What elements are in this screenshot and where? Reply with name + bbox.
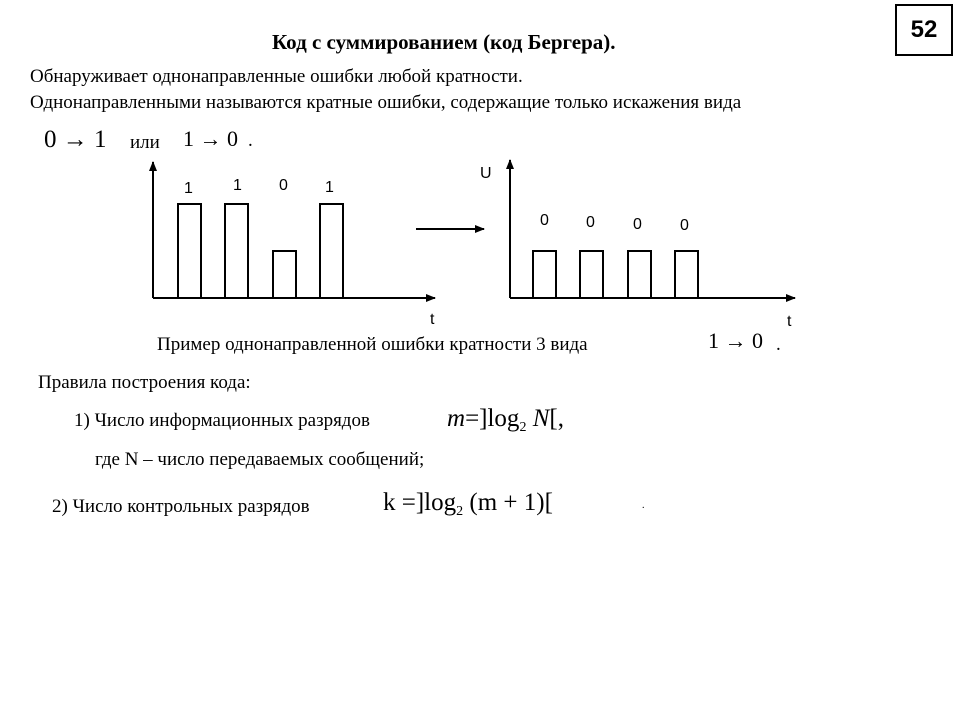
rule-1-var: m — [447, 405, 466, 432]
right-t-label: t — [787, 313, 792, 330]
right-pulse-3 — [628, 251, 651, 298]
rule-1-label: 1) Число информационных разрядов — [74, 410, 370, 431]
diagram-caption: Пример однонаправленной ошибки кратности 3 вида — [157, 334, 588, 355]
rule-1-eq: =]log — [465, 405, 520, 432]
rule-2-arg: (m + 1) — [469, 489, 545, 516]
or-word: или — [130, 132, 160, 153]
right-bit-1: 0 — [540, 212, 549, 229]
slide-title: Код с суммированием (код Бергера). — [272, 30, 616, 54]
left-pulse-4 — [320, 204, 343, 298]
rule-1-sub: 2 — [519, 420, 527, 435]
rule-2-label: 2) Число контрольных разрядов — [52, 496, 310, 517]
left-t-label: t — [430, 311, 435, 328]
right-bit-3: 0 — [633, 216, 642, 233]
right-u-label: U — [480, 165, 492, 182]
left-pulse-1 — [178, 204, 201, 298]
rule-1-arg: N — [532, 405, 550, 432]
rule-1-note: где N – число передаваемых сообщений; — [95, 449, 425, 470]
left-bit-2: 1 — [233, 177, 242, 194]
right-bit-2: 0 — [586, 214, 595, 231]
left-pulse-2 — [225, 204, 248, 298]
trailing-dot: . — [642, 500, 645, 511]
rule-2-eq: =]log — [401, 489, 457, 516]
rules-heading: Правила построения кода: — [38, 372, 251, 393]
left-bit-1: 1 — [184, 180, 193, 197]
caption-period: . — [776, 334, 781, 355]
transition-zero-to-one: 0 → 1 — [44, 126, 107, 153]
right-pulse-4 — [675, 251, 698, 298]
transition-one-to-zero: 1 → 0 — [183, 126, 238, 151]
rule-2-sub: 2 — [456, 504, 464, 519]
transition-period: . — [248, 130, 253, 151]
rule-1-formula — [447, 405, 564, 436]
right-bit-4: 0 — [680, 217, 689, 234]
left-bit-4: 1 — [325, 179, 334, 196]
rule-2-formula — [383, 489, 553, 520]
right-pulse-2 — [580, 251, 603, 298]
intro-line-1: Обнаруживает однонаправленные ошибки любой кратности. — [30, 66, 523, 87]
right-pulse-1 — [533, 251, 556, 298]
left-bit-3: 0 — [279, 177, 288, 194]
intro-line-2: Однонаправленными называются кратные ошибки, содержащие только искажения вида — [30, 92, 742, 113]
rule-1-close: [, — [549, 405, 564, 432]
rule-2-close: [ — [544, 489, 553, 516]
caption-transition: 1 → 0 — [708, 328, 763, 353]
rule-2-var: k — [383, 489, 396, 516]
slide-number-badge: 52 — [895, 4, 953, 56]
left-pulse-3 — [273, 251, 296, 298]
